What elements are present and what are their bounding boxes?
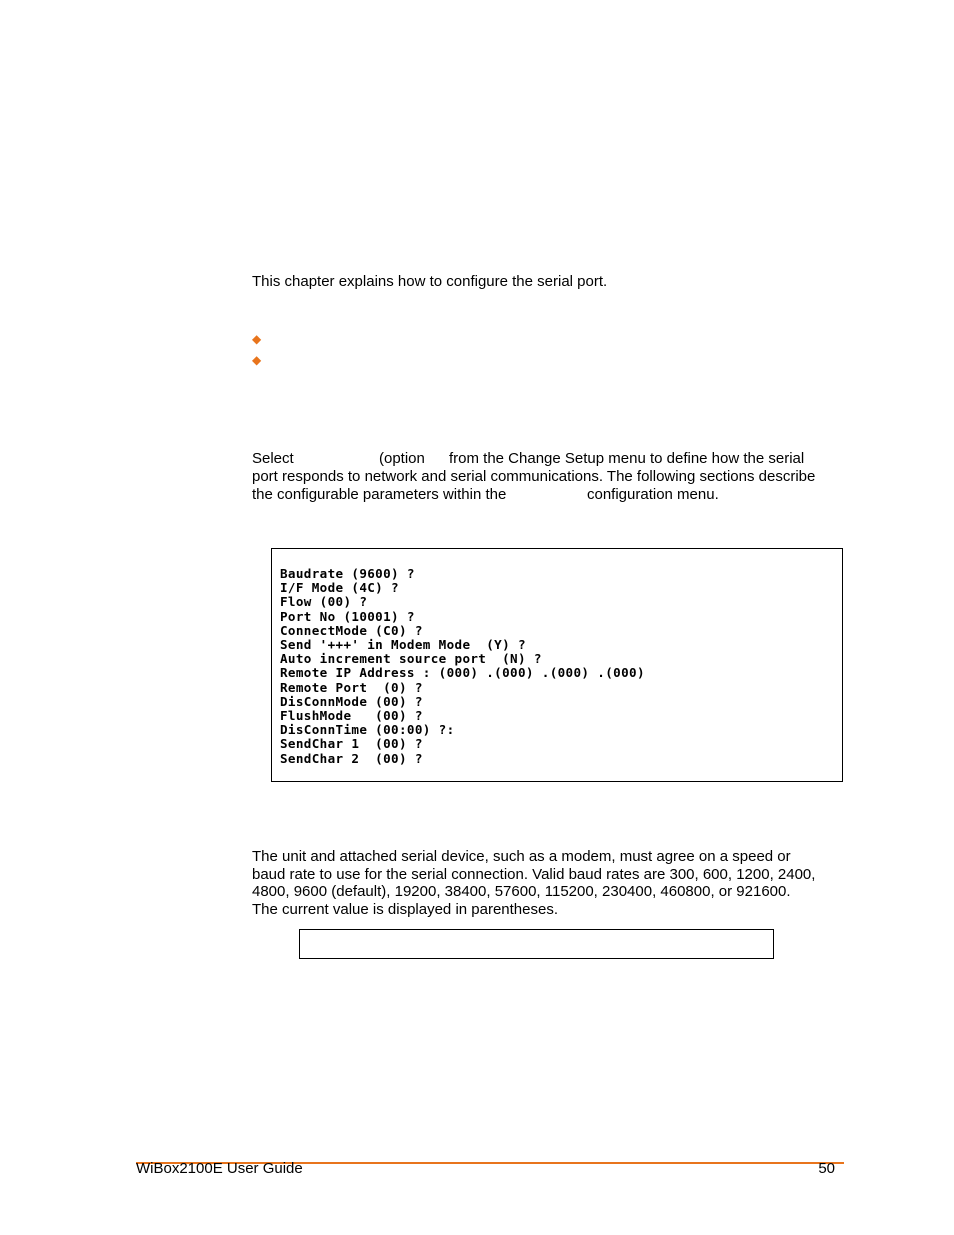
terminal-line: Remote Port (0) ?: [280, 679, 423, 695]
baud-text-line4: The current value is displayed in parentheses.: [252, 901, 559, 918]
channel-text-line3a: the configurable parameters within the: [252, 486, 507, 503]
serial-settings-terminal: [271, 548, 843, 782]
terminal-line: DisConnTime (00:00) ?:: [280, 722, 455, 738]
terminal-line: SendChar 1 (00) ?: [280, 736, 423, 752]
terminal-line: Remote IP Address : (000) .(000) .(000) .(000): [280, 665, 645, 681]
channel-text-line2: port responds to network and serial communications. The following sections describe: [252, 468, 816, 485]
terminal-line: Send '+++' in Modem Mode (Y) ?: [280, 637, 526, 653]
baud-text-line2: baud rate to use for the serial connection. Valid baud rates are 300, 600, 1200, 2400,: [252, 866, 816, 883]
terminal-line: Auto increment source port (N) ?: [280, 651, 542, 667]
terminal-lines: [280, 567, 645, 766]
baud-text-line3: 4800, 9600 (default), 19200, 38400, 57600, 115200, 230400, 460800, or 921600.: [252, 883, 791, 900]
terminal-line: Flow (00) ?: [280, 594, 368, 610]
page-number: 50: [818, 1160, 835, 1177]
example-input-box: [299, 929, 774, 959]
terminal-line: Baudrate (9600) ?: [280, 566, 415, 581]
baud-text-line1: The unit and attached serial device, such as a modem, must agree on a speed or: [252, 848, 791, 865]
terminal-line: I/F Mode (4C) ?: [280, 580, 399, 596]
footer-title: WiBox2100E User Guide: [136, 1160, 303, 1177]
channel-text-menu: from the Change Setup menu to define how the serial: [449, 450, 805, 467]
terminal-line: DisConnMode (00) ?: [280, 693, 423, 709]
terminal-line: ConnectMode (C0) ?: [280, 622, 423, 638]
channel-text-select: Select: [252, 450, 294, 467]
terminal-line: FlushMode (00) ?: [280, 708, 423, 724]
terminal-line: Port No (10001) ?: [280, 608, 415, 624]
channel-text-line3b: configuration menu.: [587, 486, 719, 503]
bullet-diamond-icon: ◆: [252, 353, 262, 367]
terminal-line: SendChar 2 (00) ?: [280, 750, 423, 766]
intro-paragraph: This chapter explains how to configure the serial port.: [252, 273, 608, 290]
bullet-diamond-icon: ◆: [252, 332, 262, 346]
channel-text-option: (option: [379, 450, 425, 467]
